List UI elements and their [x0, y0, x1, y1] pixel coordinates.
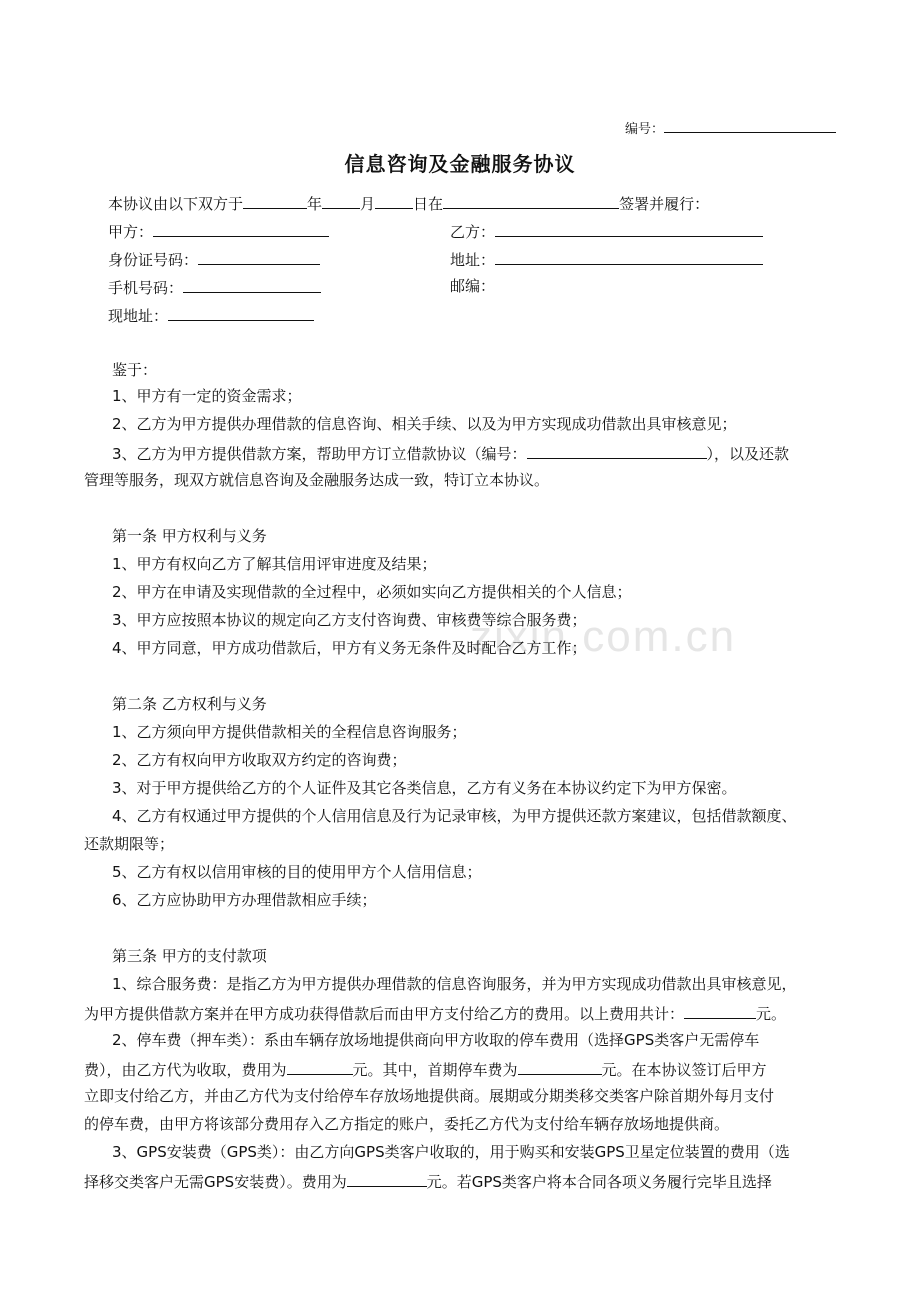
- intro-text: 本协议由以下双方于: [108, 195, 244, 213]
- fee-total-text: 为甲方提供借款方案并在甲方成功获得借款后而由甲方支付给乙方的费用。以上费用共计：: [84, 1005, 685, 1023]
- intro-line: [108, 192, 709, 214]
- article-3-para-1-cont: [84, 1002, 786, 1024]
- article-3-para-2: 2、停车费（押车类）：系由车辆存放场地提供商向甲方收取的停车费用（选择GPS类客户无需停车: [112, 1031, 760, 1049]
- party-b-label: 乙方：: [450, 223, 496, 241]
- whereas-item-2: 2、乙方为甲方提供办理借款的信息咨询、相关手续、以及为甲方实现成功借款出具审核意见；: [112, 415, 737, 433]
- signed-label: 签署并履行：: [619, 195, 710, 213]
- article-2-item-cont: 还款期限等；: [84, 835, 175, 853]
- article-2-item: 2、乙方有权向甲方收取双方约定的咨询费；: [112, 751, 407, 769]
- article-1-item: 1、甲方有权向乙方了解其信用评审进度及结果；: [112, 555, 437, 573]
- parking-fee-tail: 元。在本协议签订后甲方: [601, 1061, 767, 1079]
- day-label: 日在: [413, 195, 444, 213]
- party-b-row: [450, 220, 763, 242]
- article-2-item: 1、乙方须向甲方提供借款相关的全程信息咨询服务；: [112, 723, 467, 741]
- blank-month: [375, 192, 413, 209]
- number-label: 编号：: [624, 122, 664, 137]
- article-2-item: 6、乙方应协助甲方办理借款相应手续；: [112, 891, 377, 909]
- current-address-blank: [168, 304, 314, 321]
- first-parking-fee-blank: [518, 1058, 602, 1075]
- article-1-item: 4、甲方同意，甲方成功借款后，甲方有义务无条件及时配合乙方工作；: [112, 639, 587, 657]
- page-title: 信息咨询及金融服务协议: [344, 152, 576, 176]
- article-1-heading: 第一条 甲方权利与义务: [112, 527, 267, 545]
- article-1-item: 3、甲方应按照本协议的规定向乙方支付咨询费、审核费等综合服务费；: [112, 611, 587, 629]
- watermark: zixin.com.cn: [470, 612, 737, 661]
- gps-fee-text: 择移交类客户无需GPS安装费）。费用为: [84, 1173, 347, 1191]
- whereas-item-1: 1、甲方有一定的资金需求；: [112, 387, 302, 405]
- whereas-item-3: [112, 442, 789, 464]
- article-3-para-2-cont: 立即支付给乙方，并由乙方代为支付给停车存放场地提供商。展期或分期类移交类客户除首期外每月支付: [84, 1087, 775, 1105]
- article-2-heading: 第二条 乙方权利与义务: [112, 695, 267, 713]
- phone-label: 手机号码：: [108, 279, 184, 297]
- article-2-item: 4、乙方有权通过甲方提供的个人信用信息及行为记录审核，为甲方提供还款方案建议，包括借款额度、: [112, 807, 797, 825]
- month-label: 月: [360, 195, 376, 213]
- article-3-para-2-cont: 的停车费，由甲方将该部分费用存入乙方指定的账户，委托乙方代为支付给车辆存放场地提供商。: [84, 1115, 730, 1133]
- year-label: 年: [307, 195, 323, 213]
- contract-number: [625, 116, 836, 137]
- article-3-para-2-cont: [84, 1058, 767, 1080]
- address-label: 地址：: [450, 251, 496, 269]
- agreement-number-blank: [527, 442, 707, 459]
- id-row: [108, 248, 320, 270]
- current-address-row: [108, 304, 314, 326]
- party-a-label: 甲方：: [108, 223, 154, 241]
- parking-fee-blank: [287, 1058, 353, 1075]
- number-blank: [664, 116, 836, 133]
- blank-year: [322, 192, 360, 209]
- address-blank: [495, 248, 763, 265]
- postcode-label: 邮编：: [450, 277, 496, 295]
- fee-total-unit: 元。: [756, 1005, 787, 1023]
- phone-blank: [183, 276, 321, 293]
- party-a-row: [108, 220, 329, 242]
- whereas-item-3-cont: 管理等服务，现双方就信息咨询及金融服务达成一致，特订立本协议。: [84, 471, 550, 489]
- article-3-heading: 第三条 甲方的支付款项: [112, 947, 267, 965]
- address-row: [450, 248, 763, 270]
- whereas-item-3-tail: ），以及还款: [706, 445, 790, 463]
- id-blank: [198, 248, 320, 265]
- article-2-item: 3、对于甲方提供给乙方的个人证件及其它各类信息，乙方有义务在本协议约定下为甲方保密。: [112, 779, 737, 797]
- gps-fee-tail: 元。若GPS类客户将本合同各项义务履行完毕且选择: [426, 1173, 772, 1191]
- article-2-item: 5、乙方有权以信用审核的目的使用甲方个人信用信息；: [112, 863, 482, 881]
- whereas-item-3-text: 3、乙方为甲方提供借款方案，帮助甲方订立借款协议（编号：: [112, 445, 527, 463]
- postcode-row: [450, 276, 495, 296]
- phone-row: [108, 276, 321, 298]
- current-address-label: 现地址：: [108, 307, 169, 325]
- first-parking-fee-text: 元。其中，首期停车费为: [352, 1061, 518, 1079]
- article-3-para-1: 1、综合服务费：是指乙方为甲方提供办理借款的信息咨询服务，并为甲方实现成功借款出具审核意见，: [112, 975, 797, 993]
- parking-fee-text: 费），由乙方代为收取，费用为: [84, 1061, 287, 1079]
- fee-total-blank: [684, 1002, 756, 1019]
- blank-place: [443, 192, 619, 209]
- article-3-para-3: 3、GPS安装费（GPS类）：由乙方向GPS类客户收取的，用于购买和安装GPS卫星定位装置的费用（选: [112, 1143, 790, 1161]
- party-a-blank: [153, 220, 329, 237]
- party-b-blank: [495, 220, 763, 237]
- whereas-label: 鉴于：: [112, 361, 158, 379]
- id-label: 身份证号码：: [108, 251, 199, 269]
- gps-fee-blank: [347, 1170, 427, 1187]
- article-1-item: 2、甲方在申请及实现借款的全过程中，必须如实向乙方提供相关的个人信息；: [112, 583, 632, 601]
- article-3-para-3-cont: [84, 1170, 772, 1192]
- blank-date: [243, 192, 307, 209]
